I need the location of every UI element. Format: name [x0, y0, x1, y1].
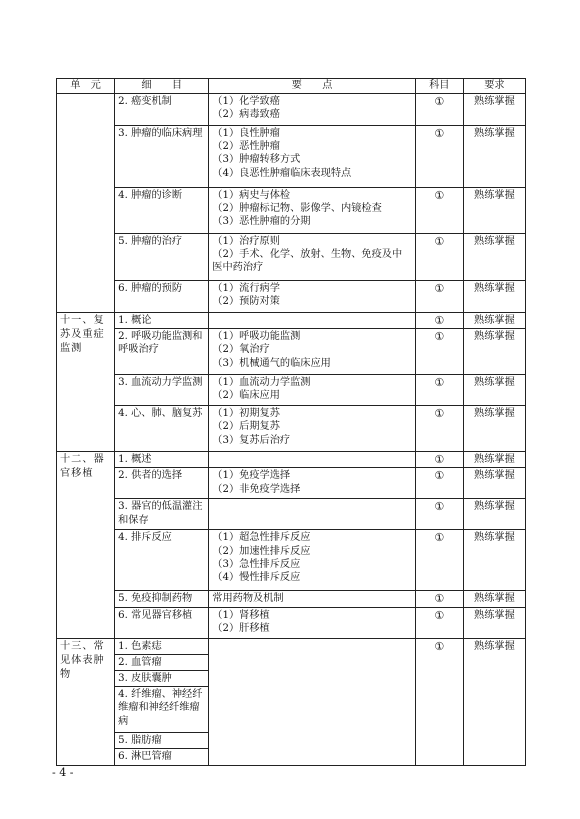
item-cell: 5. 肿瘤的治疗 [115, 234, 209, 281]
table-row [57, 329, 526, 375]
point-item: （1）治疗原则 [212, 236, 280, 247]
item-cell: 6. 常见器官移植 [115, 607, 209, 638]
point-item: 常用药物及机制 [212, 593, 284, 605]
requirement-cell: 熟练掌握 [463, 234, 525, 281]
point-item: （2）肿瘤标记物、影像学、内镜检查 [212, 203, 382, 215]
points-cell [209, 499, 415, 530]
table-row [57, 452, 526, 468]
points-cell [209, 94, 415, 126]
requirement-cell: 熟练掌握 [463, 468, 525, 499]
table-row [57, 607, 526, 638]
points-cell [209, 591, 415, 607]
header-requirement: 要求 [463, 79, 525, 94]
point-item: （1）血流动力学监测 [212, 377, 311, 389]
subject-cell: ① [415, 281, 463, 313]
point-item: （1）初期复苏 [212, 408, 280, 420]
item-cell: 5. 免疫抑制药物 [115, 591, 209, 607]
header-unit: 单 元 [57, 79, 115, 94]
requirement-cell: 熟练掌握 [463, 94, 525, 126]
point-item: （1）免疫学选择 [212, 470, 291, 482]
item-cell: 1. 概论 [115, 313, 209, 329]
subject-cell: ① [415, 329, 463, 375]
point-item: （1）良性肿瘤 [212, 128, 280, 139]
point-item: （3）恶性肿瘤的分期 [212, 216, 311, 228]
item-cell: 6. 淋巴管瘤 [115, 749, 209, 765]
point-item: （1）流行病学 [212, 283, 280, 294]
point-item: （3）急性排斥反应 [212, 558, 301, 570]
item-cell: 4. 肿瘤的诊断 [115, 188, 209, 234]
item-cell: 3. 器官的低温灌注和保存 [115, 499, 209, 530]
header-item: 细 目 [115, 79, 209, 94]
page-number: - 4 - [52, 766, 74, 779]
requirement-cell: 熟练掌握 [463, 452, 525, 468]
subject-cell: ① [415, 468, 463, 499]
item-cell: 1. 概述 [115, 452, 209, 468]
header-points: 要 点 [209, 79, 415, 94]
requirement-cell: 熟练掌握 [463, 607, 525, 638]
point-item: （2）加速性排斥反应 [212, 545, 311, 557]
points-cell [209, 234, 415, 281]
subject-cell: ① [415, 313, 463, 329]
points-cell [209, 126, 415, 188]
syllabus-table [56, 78, 526, 766]
requirement-cell: 熟练掌握 [463, 313, 525, 329]
point-item: （3）肿瘤转移方式 [212, 154, 301, 166]
points-cell [209, 406, 415, 452]
table-row [57, 126, 526, 188]
item-cell: 4. 心、肺、脑复苏 [115, 406, 209, 452]
point-item: （2）后期复苏 [212, 421, 280, 433]
table-row [57, 313, 526, 329]
subject-cell: ① [415, 234, 463, 281]
points-cell-empty [209, 638, 415, 765]
subject-cell: ① [415, 406, 463, 452]
point-item: （1）肾移植 [212, 609, 270, 621]
point-item: （4）良恶性肿瘤临床表现特点 [212, 167, 352, 179]
point-item: （4）慢性排斥反应 [212, 572, 301, 584]
point-item: （2）临床应用 [212, 390, 280, 402]
subject-cell: ① [415, 638, 463, 765]
subject-cell: ① [415, 591, 463, 607]
requirement-cell: 熟练掌握 [463, 499, 525, 530]
table-row [57, 638, 526, 654]
point-item: （2）手术、化学、放射、生物、免疫及中医中药治疗 [212, 249, 403, 274]
unit-cell-continued [57, 94, 115, 313]
requirement-cell: 熟练掌握 [463, 329, 525, 375]
table-row [57, 281, 526, 313]
subject-cell: ① [415, 452, 463, 468]
points-cell [209, 188, 415, 234]
points-cell [209, 375, 415, 406]
points-cell [209, 329, 415, 375]
subject-cell: ① [415, 607, 463, 638]
point-item: （2）恶性肿瘤 [212, 141, 280, 153]
item-cell: 2. 呼吸功能监测和呼吸治疗 [115, 329, 209, 375]
point-item: （2）氧治疗 [212, 344, 270, 356]
requirement-cell: 熟练掌握 [463, 530, 525, 591]
points-cell [209, 530, 415, 591]
item-cell: 4. 纤维瘤、神经纤维瘤和神经纤维瘤病 [115, 687, 209, 733]
item-cell: 3. 血流动力学监测 [115, 375, 209, 406]
point-item: （1）化学致癌 [212, 96, 280, 107]
point-item: （3）复苏后治疗 [212, 434, 291, 446]
item-cell: 3. 肿瘤的临床病理 [115, 126, 209, 188]
item-cell: 1. 色素痣 [115, 638, 209, 654]
item-cell: 3. 皮肤囊肿 [115, 671, 209, 687]
table-row [57, 591, 526, 607]
point-item: （2）病毒致癌 [212, 109, 280, 121]
requirement-cell: 熟练掌握 [463, 126, 525, 188]
subject-cell: ① [415, 94, 463, 126]
subject-cell: ① [415, 530, 463, 591]
point-item: （1）病史与体检 [212, 190, 291, 201]
point-item: （1）超急性排斥反应 [212, 532, 311, 544]
table-row [57, 234, 526, 281]
requirement-cell: 熟练掌握 [463, 375, 525, 406]
point-item: （2）预防对策 [212, 296, 280, 308]
table-row [57, 406, 526, 452]
item-cell: 5. 脂肪瘤 [115, 733, 209, 749]
header-row [57, 79, 526, 94]
requirement-cell: 熟练掌握 [463, 591, 525, 607]
item-cell: 6. 肿瘤的预防 [115, 281, 209, 313]
points-cell [209, 607, 415, 638]
unit-cell: 十二、器官移植 [57, 452, 115, 638]
requirement-cell: 熟练掌握 [463, 188, 525, 234]
subject-cell: ① [415, 499, 463, 530]
requirement-cell: 熟练掌握 [463, 638, 525, 765]
subject-cell: ① [415, 126, 463, 188]
table-row [57, 468, 526, 499]
item-cell: 2. 癌变机制 [115, 94, 209, 126]
table-row [57, 188, 526, 234]
requirement-cell: 熟练掌握 [463, 281, 525, 313]
item-cell: 2. 血管瘤 [115, 654, 209, 670]
item-cell: 2. 供者的选择 [115, 468, 209, 499]
header-subject: 科目 [415, 79, 463, 94]
table-row [57, 499, 526, 530]
subject-cell: ① [415, 375, 463, 406]
table-row [57, 530, 526, 591]
points-cell [209, 281, 415, 313]
point-item: （2）非免疫学选择 [212, 483, 301, 495]
points-cell [209, 468, 415, 499]
table-row [57, 94, 526, 126]
point-item: （3）机械通气的临床应用 [212, 357, 331, 369]
item-cell: 4. 排斥反应 [115, 530, 209, 591]
unit-cell: 十三、常见体表肿物 [57, 638, 115, 765]
point-item: （2）肝移植 [212, 622, 270, 634]
requirement-cell: 熟练掌握 [463, 406, 525, 452]
points-cell [209, 313, 415, 329]
point-item: （1）呼吸功能监测 [212, 331, 301, 343]
unit-cell: 十一、复苏及重症监测 [57, 313, 115, 452]
subject-cell: ① [415, 188, 463, 234]
table-row [57, 375, 526, 406]
points-cell [209, 452, 415, 468]
